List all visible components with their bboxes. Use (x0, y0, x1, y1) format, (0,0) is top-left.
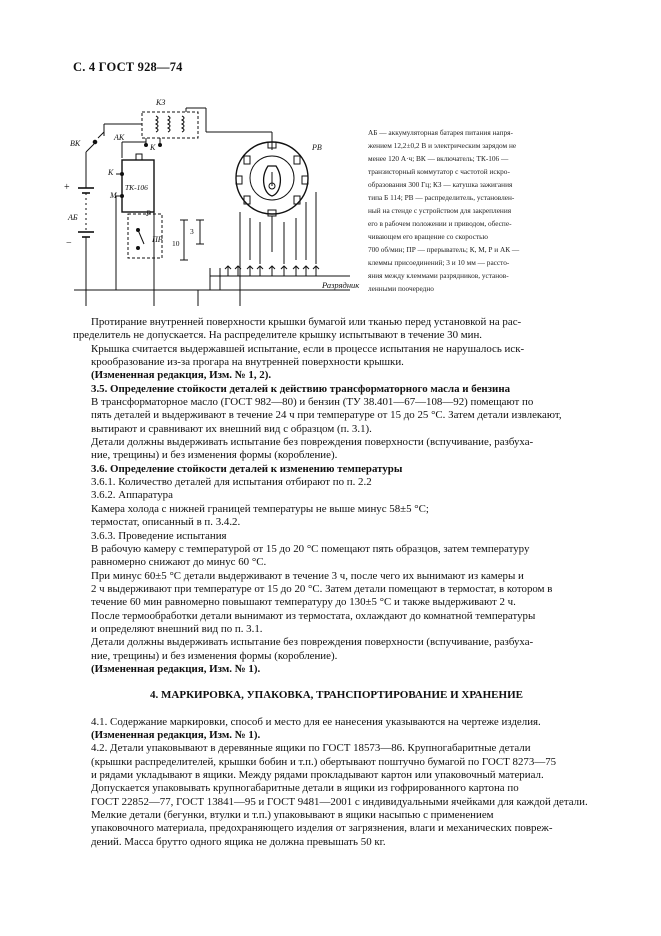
text-line: дений. Масса брутто одного ящика не должна превышать 50 кг. (91, 835, 386, 848)
paragraph (73, 809, 600, 849)
coil-label: КЗ (156, 98, 166, 107)
k-top-label: К (150, 143, 156, 152)
legend-line: чивающем его вращение со скоростью (368, 232, 488, 241)
k-left-label: К (108, 168, 114, 177)
distributor-label: РВ (312, 143, 322, 152)
circuit-diagram (60, 92, 360, 314)
switch-label: ВК (70, 139, 81, 148)
ak-label: АК (114, 133, 125, 142)
amendment-note: (Измененная редакция, Изм. № 1, 2). (91, 369, 272, 382)
legend-line: его в рабочем положении и приводом, обеспе- (368, 219, 512, 228)
text-line: (крышки распределителей, крышки бобин и т.п.) обертывают поштучно бумагой по ГОСТ 8273—75 (91, 755, 557, 768)
text-line: 4.2. Детали упаковывают в деревянные ящики по ГОСТ 18573—86. Крупногабаритные детали (91, 742, 531, 755)
razryadnik-label: Разрядник (322, 280, 360, 290)
legend-line: АБ — аккумуляторная батарея питания напря- (368, 128, 513, 137)
text-line: Крышка считается выдержавшей испытание, если в процессе испытания не нарушалось иск- (91, 342, 525, 355)
text-line: пять деталей и выдерживают в течение 24 ч при температуре от 15 до 25 °С. Затем детали извлекают, (91, 409, 562, 422)
legend-line: транзисторный коммутатор с частотой искро- (368, 167, 510, 176)
text-line: Допускается упаковывать крупногабаритные детали в ящики из гофрированного картона по (91, 782, 519, 795)
paragraph (73, 742, 600, 809)
text-line: После термообработки детали вынимают из термостата, охлаждают до комнатной температуры (91, 609, 536, 622)
paragraph: Камера холода с нижней границей температуры не выше минус 58±5 °С; (91, 502, 429, 515)
paragraph (73, 316, 600, 343)
body-text (73, 316, 600, 849)
plus-label: + (64, 182, 70, 193)
legend-line: яния между клеммами разрядников, установ- (368, 271, 509, 280)
paragraph (73, 436, 600, 463)
text-line: ние, трещины) и без изменения формы (коробление). (91, 649, 338, 662)
amendment-note: (Измененная редакция, Изм. № 1). (91, 728, 261, 741)
legend-line: клеммы присоединений; 3 и 10 мм — рассто- (368, 258, 510, 267)
minus-label: − (66, 238, 72, 249)
text-line: и определяют внешний вид по п. 3.1. (91, 622, 263, 635)
text-line: крообразование из-за прогара на внутренней поверхности крышки. (91, 356, 404, 369)
text-line: пределитель не допускается. На распределителе крышку испытывают в течение 30 мин. (73, 329, 483, 342)
paragraph (73, 610, 600, 637)
legend-line: жением 12,2±0,2 В и электрическим зарядом не (368, 141, 517, 150)
text-line: упаковочного материала, предохраняющего изделия от загрязнения, влаги и механических повреж- (91, 822, 553, 835)
legend-line: образования 300 Гц; КЗ — катушка зажигания (368, 180, 513, 189)
battery-label: АБ (68, 213, 78, 222)
text-line: ние, трещины) и без изменения формы (коробление). (91, 449, 338, 462)
text-line: ГОСТ 22852—77, ГОСТ 13841—95 и ГОСТ 9481—2001 с индивидуальными ячейками для каждой детали. (91, 795, 588, 808)
paragraph (73, 343, 600, 370)
dim-10-label: 10 (172, 239, 180, 248)
text-line: В трансформаторное масло (ГОСТ 982—80) и бензин (ТУ 38.401—67—108—92) помещают по (91, 396, 534, 409)
dim-3-label: 3 (190, 227, 194, 236)
figure-legend (368, 126, 600, 295)
text-line: и рядами укладывают в ящики. Между рядами прокладывают картон или упаковочный материал. (91, 769, 544, 781)
paragraph: 3.6.1. Количество деталей для испытания отбирают по п. 2.2 (91, 476, 372, 489)
paragraph (73, 570, 600, 610)
text-line: Детали должны выдерживать испытание без повреждения поверхности (вспучивание, разбуха- (91, 636, 534, 649)
paragraph (73, 396, 600, 436)
paragraph: 3.6.2. Аппаратура (91, 489, 173, 502)
text-line: течение 60 мин равномерно повышают температуру до 130±5 °С и также выдерживают 2 ч. (91, 596, 516, 609)
text-line: Мелкие детали (бегунки, втулки и т.п.) упаковывают в ящики насыпью с применением (91, 809, 494, 822)
legend-line: ленными поочередно (368, 284, 434, 293)
section-4-title: 4. МАРКИРОВКА, УПАКОВКА, ТРАНСПОРТИРОВАНИЕ И ХРАНЕНИЕ (150, 689, 523, 702)
m-label: М (110, 191, 117, 200)
text-line: При минус 60±5 °С детали выдерживают в течение 3 ч, после чего их вынимают из камеры и (91, 569, 524, 582)
text-line: Протирание внутренней поверхности крышки бумагой или тканью перед установкой на рас- (91, 316, 522, 328)
paragraph: термостат, описанный в п. 3.4.2. (91, 516, 241, 529)
legend-line: 700 об/мин; ПР — прерыватель; К, М, Р и АК — (368, 245, 520, 254)
paragraph (73, 543, 600, 570)
pr-label: ПР (152, 235, 163, 244)
page-header: С. 4 ГОСТ 928—74 (73, 60, 183, 74)
text-line: вытирают и сравнивают их внешний вид с образцом (п. 3.1). (91, 422, 372, 435)
section-3-6-heading: 3.6. Определение стойкости деталей к изменению температуры (91, 462, 403, 475)
paragraph: 3.6.3. Проведение испытания (91, 529, 227, 542)
paragraph (73, 636, 600, 663)
p-label: Р (146, 209, 151, 218)
text-line: В рабочую камеру с температурой от 15 до 20 °С помещают пять образцов, затем температуру (91, 542, 530, 555)
text-line: Детали должны выдерживать испытание без повреждения поверхности (вспучивание, разбуха- (91, 436, 534, 449)
legend-line: менее 120 А·ч; ВК — включатель; ТК-106 — (368, 154, 509, 163)
legend-line: типа Б 114; РВ — распределитель, установлен- (368, 193, 515, 202)
paragraph: 4.1. Содержание маркировки, способ и место для ее нанесения указываются на чертеже изделия. (91, 715, 541, 728)
text-line: равномерно снижают до минус 60 °С. (91, 556, 267, 569)
section-3-5-heading: 3.5. Определение стойкости деталей к действию трансформаторного масла и бензина (91, 382, 511, 395)
amendment-note: (Измененная редакция, Изм. № 1). (91, 662, 261, 675)
text-line: 2 ч выдерживают при температуре от 15 до 20 °С. Затем детали помещают в термостат, в котором в (91, 582, 553, 595)
tk-label: ТК-106 (125, 183, 148, 192)
legend-line: ный на стенде с устройством для закрепления (368, 206, 512, 215)
